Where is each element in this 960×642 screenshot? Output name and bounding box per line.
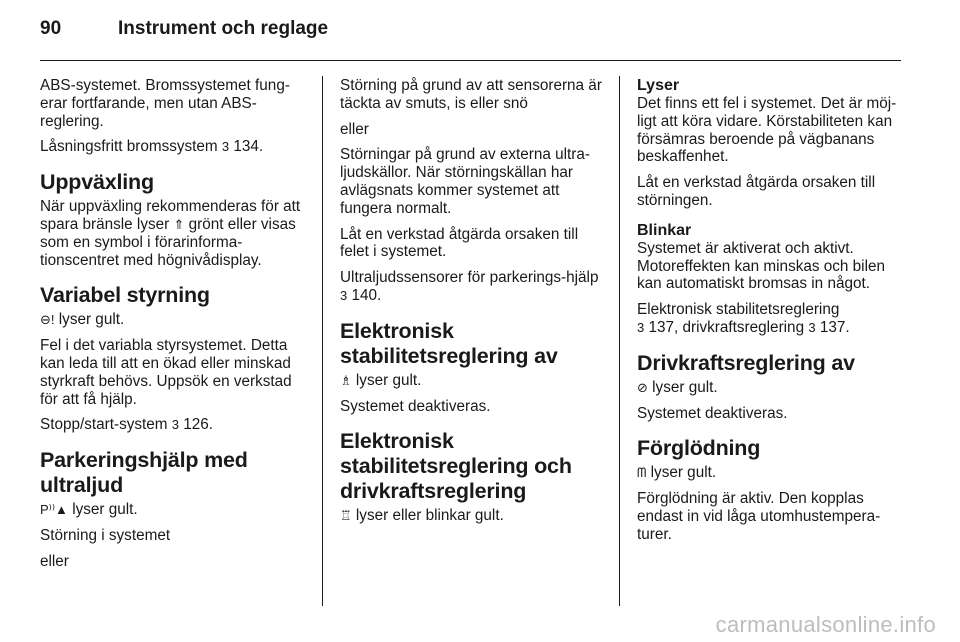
page-number: 90 xyxy=(40,18,62,39)
glow-plug-icon: ᗰ xyxy=(637,465,647,481)
section-title: Instrument och reglage xyxy=(118,18,329,39)
column-left xyxy=(40,77,308,579)
heading-drivkraftsreglering: Drivkraftsreglering av xyxy=(637,350,855,375)
paragraph xyxy=(40,311,308,329)
heading-forglodning: Förglödning xyxy=(637,436,761,461)
page-ref-arrow-icon: 3 xyxy=(340,287,348,303)
page-ref: 134. xyxy=(233,138,264,156)
column-middle xyxy=(340,77,608,533)
page-ref: 126. xyxy=(183,416,214,434)
tc-off-icon: ⊘ xyxy=(637,379,648,395)
page-ref-arrow-icon: 3 xyxy=(637,319,645,335)
text: Elektronisk stabilitetsreglering xyxy=(637,301,840,319)
column-divider xyxy=(322,76,323,606)
paragraph-reference xyxy=(637,301,909,337)
paragraph xyxy=(340,507,608,525)
paragraph xyxy=(40,501,308,519)
paragraph: Det finns ett fel i systemet. Det är möj-ligt att köra vidare. Körstabiliteten kan försämras beroende på vägbanans beskaffenhet. xyxy=(637,95,897,166)
park-assist-icon: P⁾⁾▲ xyxy=(40,502,68,518)
page-ref-arrow-icon: 3 xyxy=(808,319,816,335)
text: lyser eller blinkar gult. xyxy=(355,507,504,525)
header-rule xyxy=(40,60,901,61)
column-divider xyxy=(619,76,620,606)
paragraph xyxy=(637,464,909,482)
text: grönt eller visas som en symbol i förarinforma-tionscentret med högnivådisplay. xyxy=(40,215,296,269)
text: lyser gult. xyxy=(58,311,125,329)
paragraph: eller xyxy=(40,552,69,570)
watermark: carmanualsonline.info xyxy=(715,612,936,637)
esc-off-icon: ♗ xyxy=(340,372,352,388)
text: lyser gult. xyxy=(355,371,422,389)
paragraph: Låt en verkstad åtgärda orsaken till felet i systemet. xyxy=(340,225,579,261)
text: lyser gult. xyxy=(650,464,717,482)
heading-uppvaxling: Uppväxling xyxy=(40,170,154,195)
paragraph: eller xyxy=(340,120,369,138)
heading-lyser: Lyser xyxy=(637,77,680,94)
paragraph: Systemet deaktiveras. xyxy=(340,397,491,415)
paragraph: Fel i det variabla styrsystemet. Detta kan leda till att en ökad eller minskad styrkraft behövs. Uppsök en verkstad för att få hjälp. xyxy=(40,337,292,408)
column-right xyxy=(637,77,909,552)
paragraph: Systemet deaktiveras. xyxy=(637,404,788,422)
paragraph: Störning på grund av att sensorerna är täckta av smuts, is eller snö xyxy=(340,77,602,112)
paragraph-reference xyxy=(40,138,308,156)
text: Låsningsfritt bromssystem xyxy=(40,138,218,156)
heading-esc-off: Elektronisk stabilitetsreglering av xyxy=(340,318,558,368)
esc-tc-icon: ♖ xyxy=(340,508,352,524)
heading-parkeringshjalp: Parkeringshjälp med ultraljud xyxy=(40,448,248,498)
paragraph xyxy=(637,379,909,397)
paragraph xyxy=(340,372,608,390)
page-ref-arrow-icon: 3 xyxy=(171,417,179,433)
paragraph: Störning i systemet xyxy=(40,526,171,544)
paragraph: Störningar på grund av externa ultra-ljudskällor. När störningskällan har avlägsnats kommer systemet att fungera normalt. xyxy=(340,146,590,217)
text: Ultraljudssensorer för parkerings-hjälp xyxy=(340,269,599,287)
heading-blinkar: Blinkar xyxy=(637,221,692,239)
heading-variabel-styrning: Variabel styrning xyxy=(40,283,210,308)
page-ref-arrow-icon: 3 xyxy=(221,139,230,155)
text: lyser gult. xyxy=(652,378,718,396)
text: Stopp/start-system xyxy=(40,416,168,434)
paragraph xyxy=(40,198,308,269)
upshift-icon: ⇑ xyxy=(173,216,185,232)
text: När uppväxling rekommenderas för att spara bränsle lyser xyxy=(40,198,301,233)
page-ref: 137, drivkraftsreglering xyxy=(648,318,805,336)
paragraph-reference xyxy=(340,269,608,305)
paragraph: Förglödning är aktiv. Den kopplas endast in vid låga utomhustempera-turer. xyxy=(637,490,881,543)
page-ref: 140. xyxy=(351,286,382,304)
page-ref: 137. xyxy=(819,318,850,336)
paragraph-reference xyxy=(40,416,308,434)
heading-esc-tc: Elektronisk stabilitetsreglering och drivkraftsreglering xyxy=(340,429,572,504)
paragraph: ABS-systemet. Bromssystemet fung-erar fortfarande, men utan ABS-reglering. xyxy=(40,77,290,130)
paragraph: Systemet är aktiverat och aktivt. Motoreffekten kan minskas och bilen kan automatiskt bromsas in något. xyxy=(637,239,885,293)
steering-warning-icon: ⊖! xyxy=(40,312,55,328)
paragraph: Låt en verkstad åtgärda orsaken till störningen. xyxy=(637,174,876,209)
text: lyser gult. xyxy=(72,501,138,519)
